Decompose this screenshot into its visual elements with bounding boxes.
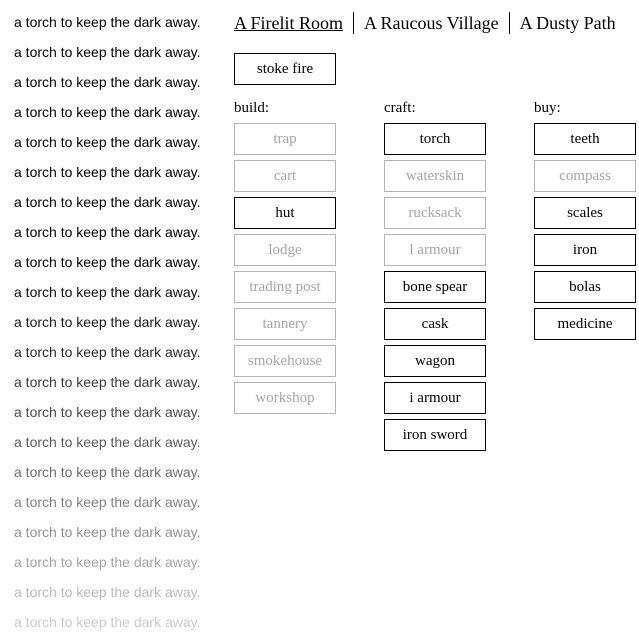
- tab-dusty-path[interactable]: A Dusty Path: [519, 13, 616, 33]
- build-tannery-button[interactable]: tannery: [234, 308, 336, 340]
- craft-wagon-button[interactable]: wagon: [384, 345, 486, 377]
- notification-line: a torch to keep the dark away.: [14, 554, 201, 570]
- build-trading-post-button[interactable]: trading post: [234, 271, 336, 303]
- location-tabs: [234, 11, 616, 35]
- craft-i-armour-button[interactable]: i armour: [384, 382, 486, 414]
- notification-line: a torch to keep the dark away.: [14, 374, 201, 390]
- buy-header: buy:: [534, 100, 561, 116]
- notification-line: a torch to keep the dark away.: [14, 224, 201, 240]
- build-cart-button[interactable]: cart: [234, 160, 336, 192]
- build-hut-button[interactable]: hut: [234, 197, 336, 229]
- craft-header: craft:: [384, 100, 416, 116]
- build-trap-button[interactable]: trap: [234, 123, 336, 155]
- notification-line: a torch to keep the dark away.: [14, 524, 201, 540]
- craft-iron-sword-button[interactable]: iron sword: [384, 419, 486, 451]
- craft-l-armour-button[interactable]: l armour: [384, 234, 486, 266]
- tab-divider: [353, 12, 354, 34]
- build-smokehouse-button[interactable]: smokehouse: [234, 345, 336, 377]
- notification-line: a torch to keep the dark away.: [14, 404, 201, 420]
- notifications-panel: [14, 0, 214, 639]
- notification-line: a torch to keep the dark away.: [14, 254, 201, 270]
- notification-line: a torch to keep the dark away.: [14, 434, 201, 450]
- craft-waterskin-button[interactable]: waterskin: [384, 160, 486, 192]
- craft-torch-button[interactable]: torch: [384, 123, 486, 155]
- notification-line: a torch to keep the dark away.: [14, 164, 201, 180]
- notification-line: a torch to keep the dark away.: [14, 44, 201, 60]
- tab-firelit-room[interactable]: A Firelit Room: [234, 13, 344, 33]
- buy-bolas-button[interactable]: bolas: [534, 271, 636, 303]
- buy-compass-button[interactable]: compass: [534, 160, 636, 192]
- buy-teeth-button[interactable]: teeth: [534, 123, 636, 155]
- notification-line: a torch to keep the dark away.: [14, 614, 201, 630]
- buy-iron-button[interactable]: iron: [534, 234, 636, 266]
- notification-line: a torch to keep the dark away.: [14, 284, 201, 300]
- notification-line: a torch to keep the dark away.: [14, 104, 201, 120]
- tab-raucous-village[interactable]: A Raucous Village: [364, 13, 499, 33]
- craft-cask-button[interactable]: cask: [384, 308, 486, 340]
- notification-line: a torch to keep the dark away.: [14, 494, 201, 510]
- notification-line: a torch to keep the dark away.: [14, 74, 201, 90]
- notification-line: a torch to keep the dark away.: [14, 314, 201, 330]
- buy-scales-button[interactable]: scales: [534, 197, 636, 229]
- stoke-fire-button[interactable]: stoke fire: [234, 53, 336, 85]
- notification-line: a torch to keep the dark away.: [14, 464, 201, 480]
- craft-rucksack-button[interactable]: rucksack: [384, 197, 486, 229]
- build-header: build:: [234, 100, 270, 116]
- notification-line: a torch to keep the dark away.: [14, 14, 201, 30]
- notification-line: a torch to keep the dark away.: [14, 584, 201, 600]
- notification-line: a torch to keep the dark away.: [14, 134, 201, 150]
- build-workshop-button[interactable]: workshop: [234, 382, 336, 414]
- buy-medicine-button[interactable]: medicine: [534, 308, 636, 340]
- notification-line: a torch to keep the dark away.: [14, 194, 201, 210]
- notification-line: a torch to keep the dark away.: [14, 344, 201, 360]
- build-lodge-button[interactable]: lodge: [234, 234, 336, 266]
- craft-bone-spear-button[interactable]: bone spear: [384, 271, 486, 303]
- tab-divider: [509, 12, 510, 34]
